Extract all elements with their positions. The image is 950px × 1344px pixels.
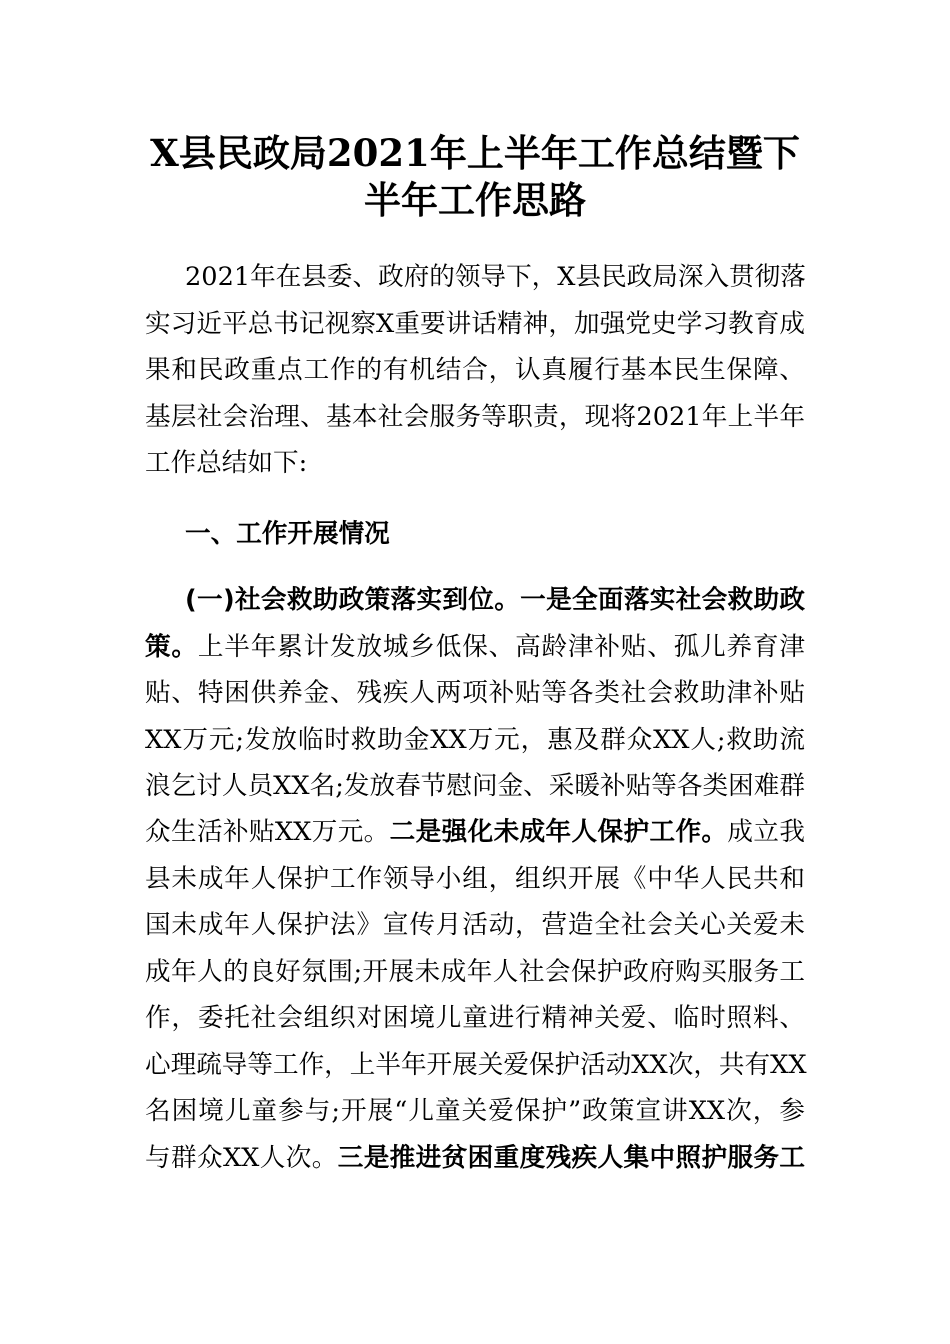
para1-line-10: 作，委托社会组织对困境儿童进行精神关爱、临时照料、 [145, 1003, 805, 1033]
para1-text-fragment: 众生活补贴XX万元。 [145, 817, 390, 847]
intro-line-2: 实习近平总书记视察X重要讲话精神，加强党史学习教育成 [145, 309, 805, 339]
para1-line-12: 名困境儿童参与;开展“儿童关爱保护”政策宣讲XX次，参 [145, 1096, 805, 1126]
para1-line-9: 成年人的良好氛围;开展未成年人社会保护政府购买服务工 [145, 957, 805, 987]
document-title-line-1: X县民政局2021年上半年工作总结暨下 [150, 131, 800, 175]
para1-bold-fragment: 策。 [145, 632, 198, 662]
para1-line-1: (一)社会救助政策落实到位。一是全面落实社会救助政 [185, 585, 805, 615]
para1-line-11: 心理疏导等工作，上半年开展关爱保护活动XX次，共有XX [145, 1050, 807, 1080]
intro-line-3: 果和民政重点工作的有机结合，认真履行基本民生保障、 [145, 355, 805, 385]
document-title-line-2: 半年工作思路 [364, 178, 586, 222]
para1-bold-fragment: 二是强化未成年人保护工作。 [389, 817, 728, 847]
section-heading: 一、工作开展情况 [185, 519, 390, 549]
para1-line-3: 贴、特困供养金、残疾人两项补贴等各类社会救助津补贴 [145, 678, 805, 708]
para1-line-4: XX万元;发放临时救助金XX万元，惠及群众XX人;救助流 [145, 725, 805, 755]
para1-text-fragment: 成立我 [727, 817, 805, 847]
intro-line-1: 2021年在县委、政府的领导下，X县民政局深入贯彻落 [185, 262, 806, 292]
para1-line-2 [145, 628, 805, 666]
para1-text-fragment: 上半年累计发放城乡低保、高龄津补贴、孤儿养育津 [197, 632, 805, 662]
para1-line-7: 县未成年人保护工作领导小组，组织开展《中华人民共和 [145, 864, 805, 894]
para1-line-13 [145, 1139, 805, 1177]
para1-bold-fragment: 三是推进贫困重度残疾人集中照护服务工 [337, 1143, 805, 1173]
para1-line-5: 浪乞讨人员XX名;发放春节慰问金、采暖补贴等各类困难群 [145, 771, 805, 801]
para1-line-8: 国未成年人保护法》宣传月活动，营造全社会关心关爱未 [145, 910, 805, 940]
para1-line-6 [145, 813, 805, 851]
intro-line-5: 工作总结如下: [145, 448, 308, 478]
para1-text-fragment: 与群众XX人次。 [145, 1143, 338, 1173]
intro-line-4: 基层社会治理、基本社会服务等职责，现将2021年上半年 [145, 402, 805, 432]
